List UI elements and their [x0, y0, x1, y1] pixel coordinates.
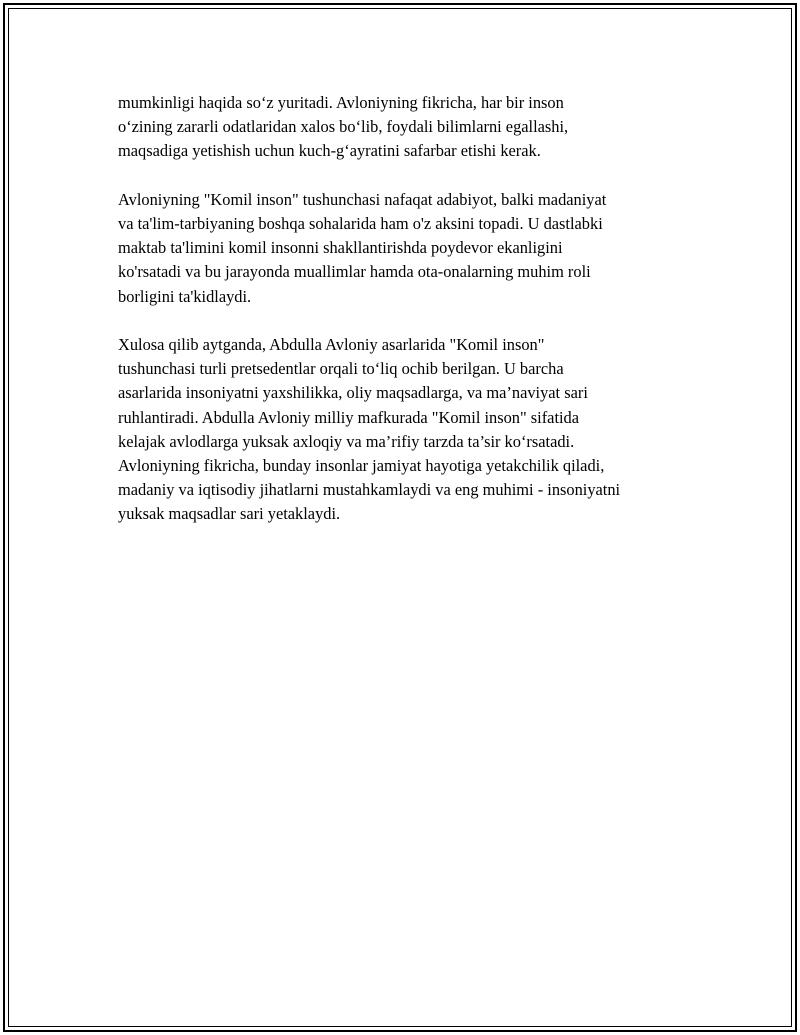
text-line: va ta'lim-tarbiyaning boshqa sohalarida ham o'z aksini topadi. U dastlabki	[118, 214, 603, 233]
text-line: kelajak avlodlarga yuksak axloqiy va ma’rifiy tarzda ta’sir ko‘rsatadi.	[118, 431, 575, 451]
text-line: mumkinligi haqida so‘z yuritadi. Avloniyning fikricha, har bir inson	[118, 93, 564, 112]
paragraph-3	[118, 333, 698, 527]
paragraph-1	[118, 91, 698, 164]
text-line: maqsadiga yetishish uchun kuch-g‘ayratini safarbar etishi kerak.	[118, 141, 541, 161]
text-line: tushunchasi turli pretsedentlar orqali to‘liq ochib berilgan. U barcha	[118, 359, 564, 379]
text-line: madaniy va iqtisodiy jihatlarni mustahkamlaydi va eng muhimi - insoniyatni	[118, 480, 621, 500]
text-line: Xulosa qilib aytganda, Abdulla Avloniy asarlarida "Komil inson"	[118, 335, 545, 354]
text-line: Avloniyning fikricha, bunday insonlar jamiyat hayotiga yetakchilik qiladi,	[118, 456, 605, 476]
document-body	[118, 91, 698, 551]
paragraph-2	[118, 188, 698, 309]
text-line: Avloniyning "Komil inson" tushunchasi nafaqat adabiyot, balki madaniyat	[118, 189, 607, 209]
text-line: maktab ta'limini komil insonni shakllantirishda poydevor ekanligini	[118, 238, 563, 258]
text-line: ruhlantiradi. Abdulla Avloniy milliy mafkurada "Komil inson" sifatida	[118, 407, 580, 427]
text-line: ko'rsatadi va bu jarayonda muallimlar hamda ota-onalarning muhim roli	[118, 262, 591, 282]
text-line: o‘zining zararli odatlaridan xalos bo‘lib, foydali bilimlarni egallashi,	[118, 117, 569, 137]
text-line: borligini ta'kidlaydi.	[118, 286, 252, 306]
text-line: asarlarida insoniyatni yaxshilikka, oliy maqsadlarga, va ma’naviyat sari	[118, 383, 588, 403]
text-line: yuksak maqsadlar sari yetaklaydi.	[118, 504, 341, 524]
